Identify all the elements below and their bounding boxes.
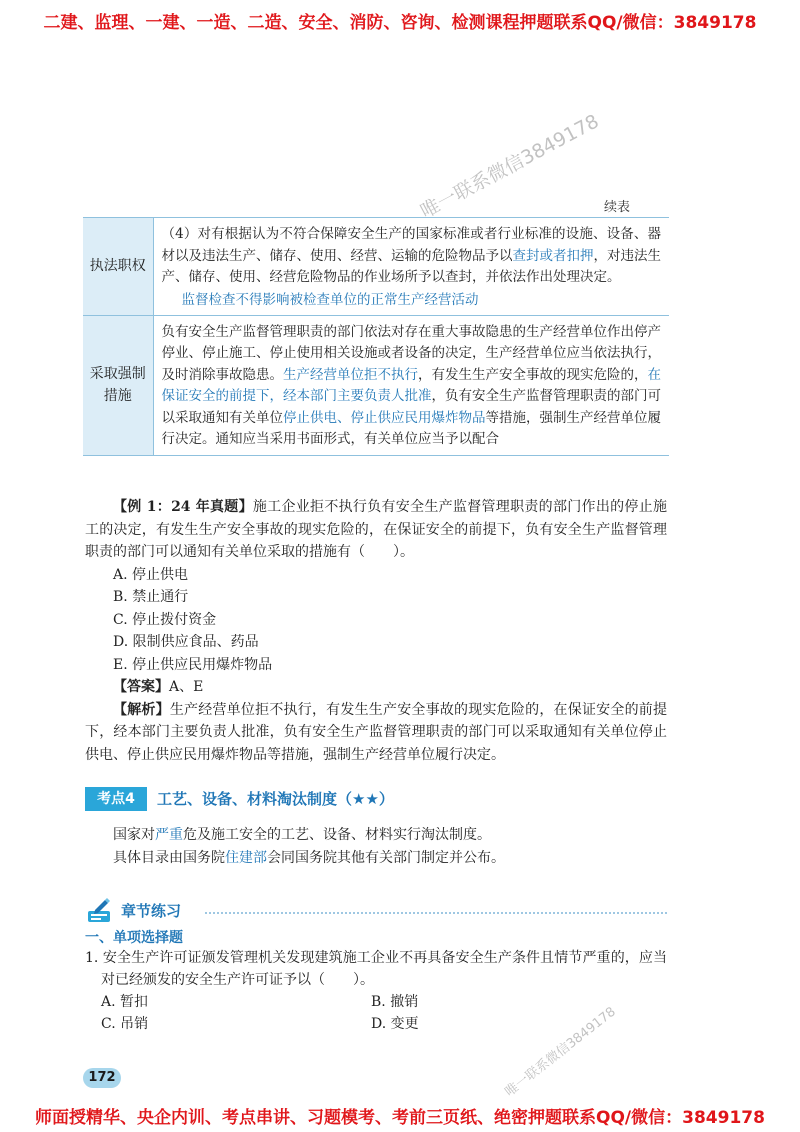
key-point-tag: 考点4 [85,787,147,811]
row-content [153,218,669,316]
highlight-text: 在保证安全的前提下，经本部门主要负责人批准 [161,366,661,404]
analysis [85,699,667,767]
answer-value: A、E [169,679,204,695]
example-stem [85,496,667,564]
option-item: C. 吊销 [101,1016,149,1032]
answer-paren: （ ） [311,972,360,988]
example-tag: 【例 1：24 年真题】 [113,499,253,515]
body-text: ，有发生生产安全事故的现实危险的， [418,366,648,383]
table-row [83,315,669,455]
answer-tag: 【答案】 [113,679,169,695]
option-item: D. 变更 [371,1016,419,1032]
highlight-text: 生产经营单位拒不执行 [283,366,418,383]
example-stem-text: 施工企业拒不执行负有安全生产监督管理职责的部门作出的停止施工的决定，有发生生产安全事故的现实危险的，在保证安全的前提下，负有安全生产监督管理职责的部门可以通知有关单位采取的措施有 [85,499,667,560]
chapter-practice-title: 章节练习 [121,902,182,920]
body-text: 等措施，强制生产经营单位履行决定。通知应当采用书面形式，有关单位应当予以配合 [161,409,661,447]
pencil-book-icon [85,897,113,925]
dotted-divider [205,912,667,914]
option-item: B. 撤销 [371,994,419,1010]
answer-paren: （ ） [351,544,400,560]
option-item: C. 停止拨付资金 [113,611,217,628]
row-text [162,322,662,451]
row-content [153,315,669,455]
answer-line [85,676,667,699]
option-item: B. 禁止通行 [113,589,189,605]
bottom-banner: 师面授精华、央企内训、考点串讲、习题模考、考前三页纸、绝密押题联系QQ/微信：3849178 [35,1108,765,1128]
option-item: E. 停止供应民用爆炸物品 [113,656,273,673]
top-banner: 二建、监理、一建、一造、二造、安全、消防、咨询、检测课程押题联系QQ/微信：3849178 [43,13,757,33]
example-block [85,496,667,766]
body-text: （4）对有根据认为不符合保障安全生产的国家标准或者行业标准的设施、设备、器材以及违法生产、储存、使用、经营、运输的危险物品予以 [161,226,661,264]
subsection-title: 一、单项选择题 [85,930,183,946]
highlight-text: 停止供电、停止供应民用爆炸物品 [283,409,486,426]
kp-highlight: 严重 [155,827,183,843]
analysis-tag: 【解析】 [113,701,170,718]
question-end: 。 [360,972,374,988]
option-item: A. 暂扣 [101,994,149,1010]
kp-paragraph [85,824,667,847]
body-text: 负有安全生产监督管理职责的部门依法对存在重大事故隐患的生产经营单位作出停产停业、停止施工、停止使用相关设施或者设备的决定，生产经营单位应当依法执行，及时消除事故隐患。 [161,323,661,383]
watermark: 唯一联系微信3849178 [502,1004,619,1100]
chapter-practice-header [85,897,667,925]
row-note: 监督检查不得影响被检查单位的正常生产经营活动 [181,291,479,308]
law-table [83,217,669,456]
row-label: 执法职权 [83,218,153,316]
table-row [83,218,669,316]
kp-highlight: 住建部 [225,849,267,866]
option-item: A. 停止供电 [113,566,189,583]
kp-text: 国家对 [113,827,155,843]
option-item: D. 限制供应食品、药品 [113,634,259,650]
body-text: ，对违法生产、储存、使用、经营危险物品的作业场所予以查封，并依法作出处理决定。 [161,247,661,285]
key-point-header [85,787,667,811]
row-text [162,224,662,289]
watermark: 唯一联系微信3849178 [416,110,603,223]
continued-label: 续表 [604,200,631,215]
page-number: 172 [83,1068,121,1088]
key-point-title: 工艺、设备、材料淘汰制度（★★） [157,790,394,808]
kp-text: 会同国务院其他有关部门制定并公布。 [267,849,505,866]
highlight-text: 查封或者扣押 [512,247,594,264]
key-point-body [85,824,667,869]
question-stem [85,947,667,991]
analysis-text: 生产经营单位拒不执行，有发生生产安全事故的现实危险的，在保证安全的前提下，经本部门主要负责人批准，负有安全生产监督管理职责的部门可以采取通知有关单位停止供电、停止供应民用爆炸物品等措施，强制生产经营单位履行决定。 [85,701,667,763]
question-text: 安全生产许可证颁发管理机关发现建筑施工企业不再具备安全生产条件且情节严重的，应当对已经颁发的安全生产许可证予以 [101,950,668,988]
row-label: 采取强制措施 [83,315,153,455]
kp-paragraph [85,847,667,870]
example-stem-end: 。 [400,544,414,560]
question-number: 1. [85,950,103,966]
kp-text: 具体目录由国务院 [113,849,225,866]
kp-text: 危及施工安全的工艺、设备、材料实行淘汰制度。 [183,827,491,843]
body-text: ，负有安全生产监督管理职责的部门可以采取通知有关单位 [161,388,661,426]
